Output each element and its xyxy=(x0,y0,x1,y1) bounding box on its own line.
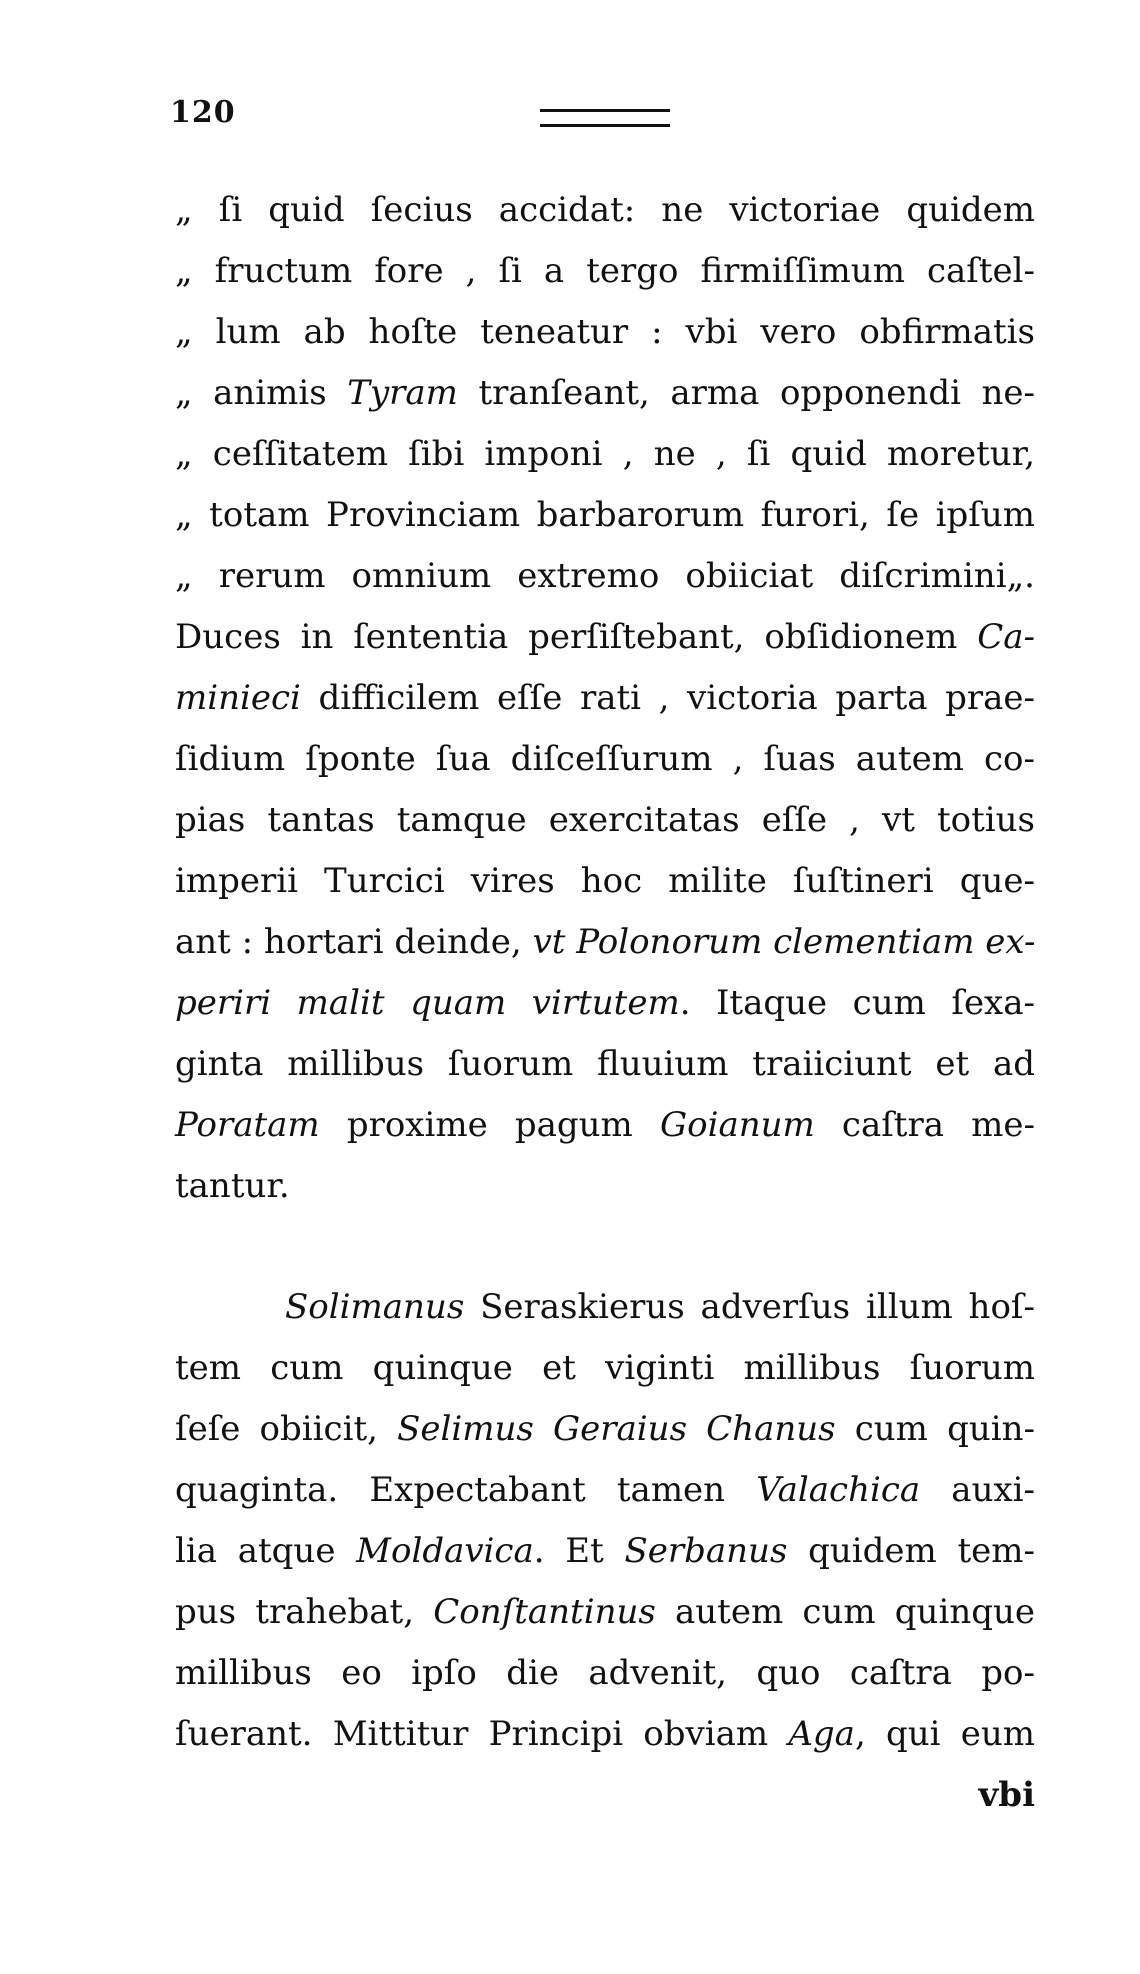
italic-term: Tyram xyxy=(347,373,458,413)
text-line xyxy=(175,1521,1035,1582)
text-run: „ animis xyxy=(175,373,348,413)
text-line xyxy=(175,363,1035,424)
text-run: caſtra me- xyxy=(814,1105,1035,1145)
text-run: difficilem eſſe rati , victoria parta prae- xyxy=(300,678,1035,718)
page-header xyxy=(170,95,1030,145)
text-run: imperii Turcici vires hoc milite ſuſtineri que- xyxy=(175,861,1035,901)
text-line xyxy=(175,1399,1035,1460)
text-line xyxy=(175,1704,1035,1765)
text-run: „ lum ab hoſte teneatur : vbi vero obfirmatis xyxy=(175,312,1035,352)
paragraph xyxy=(175,180,1035,1217)
text-line xyxy=(175,485,1035,546)
text-line xyxy=(175,912,1035,973)
text-run: lia atque xyxy=(175,1531,357,1571)
catchword: vbi xyxy=(978,1775,1035,1815)
italic-term: Aga xyxy=(788,1714,855,1754)
text-run: ſidium ſponte ſua diſceſſurum , ſuas autem co- xyxy=(175,739,1035,779)
text-line xyxy=(175,1034,1035,1095)
text-run: „ ſi quid ſecius accidat: ne victoriae quidem xyxy=(175,190,1035,230)
text-run: „ rerum omnium extremo obiiciat diſcrimini„. xyxy=(175,556,1035,596)
text-run: . Itaque cum ſexa- xyxy=(679,983,1035,1023)
italic-term: periri malit quam virtutem xyxy=(175,983,680,1023)
text-line xyxy=(175,973,1035,1034)
text-run: Duces in ſententia perſiſtebant, obſidionem xyxy=(175,617,978,657)
text-run: millibus eo ipſo die advenit, quo caſtra po- xyxy=(175,1653,1035,1693)
text-run: „ ceſſitatem ſibi imponi , ne , ſi quid moretur, xyxy=(175,434,1035,474)
text-run: ginta millibus ſuorum fluuium traiiciunt et ad xyxy=(175,1044,1035,1084)
italic-term: Goianum xyxy=(659,1105,815,1145)
text-run: cum quin- xyxy=(835,1409,1035,1449)
text-run: quaginta. Expectabant tamen xyxy=(175,1470,757,1510)
paragraph xyxy=(175,1277,1035,1765)
text-run: pias tantas tamque exercitatas eſſe , vt totius xyxy=(175,800,1035,840)
text-line xyxy=(175,607,1035,668)
text-run: pus trahebat, xyxy=(175,1592,434,1632)
text-line xyxy=(175,546,1035,607)
text-line xyxy=(175,180,1035,241)
text-line xyxy=(175,1156,1035,1217)
text-run: tem cum quinque et viginti millibus ſuorum xyxy=(175,1348,1035,1388)
text-run: quidem tem- xyxy=(787,1531,1035,1571)
italic-term: minieci xyxy=(175,678,301,718)
body-text xyxy=(175,180,1035,1826)
italic-term: Valachica xyxy=(756,1470,921,1510)
text-run: , qui eum xyxy=(854,1714,1035,1754)
text-run: „ totam Provinciam barbarorum furori, ſe ipſum xyxy=(175,495,1035,535)
text-line xyxy=(175,790,1035,851)
header-double-rule xyxy=(540,109,670,127)
text-line xyxy=(175,729,1035,790)
text-line xyxy=(175,302,1035,363)
text-run: ſeſe obiicit, xyxy=(175,1409,398,1449)
italic-term: Selimus Geraius Chanus xyxy=(397,1409,836,1449)
text-line xyxy=(175,668,1035,729)
text-line xyxy=(175,1095,1035,1156)
text-run: tantur. xyxy=(175,1166,290,1206)
text-run: . Et xyxy=(533,1531,625,1571)
italic-term: vt Polonorum clementiam ex- xyxy=(532,922,1036,962)
text-run: auxi- xyxy=(920,1470,1036,1510)
text-run: Seraskierus adverſus illum hoſ- xyxy=(464,1287,1035,1327)
italic-term: Poratam xyxy=(175,1105,320,1145)
italic-term: Solimanus xyxy=(285,1287,465,1327)
text-line xyxy=(175,241,1035,302)
italic-term: Ca- xyxy=(977,617,1035,657)
text-line xyxy=(175,1460,1035,1521)
text-run: autem cum quinque xyxy=(655,1592,1036,1632)
text-run: proxime pagum xyxy=(319,1105,660,1145)
paragraph-gap xyxy=(175,1217,1035,1277)
text-line xyxy=(175,1277,1035,1338)
italic-term: Conſtantinus xyxy=(433,1592,656,1632)
text-run: tranſeant, arma opponendi ne- xyxy=(457,373,1035,413)
text-line xyxy=(175,1338,1035,1399)
text-line xyxy=(175,851,1035,912)
text-line xyxy=(175,1643,1035,1704)
text-run: „ fructum fore , ſi a tergo firmiſſimum caſtel- xyxy=(175,251,1035,291)
text-run: ant : hortari deinde, xyxy=(175,922,533,962)
text-line xyxy=(175,1582,1035,1643)
italic-term: Moldavica xyxy=(356,1531,534,1571)
text-run: ſuerant. Mittitur Principi obviam xyxy=(175,1714,789,1754)
italic-term: Serbanus xyxy=(624,1531,788,1571)
page-number: 120 xyxy=(170,95,236,130)
text-line xyxy=(175,424,1035,485)
